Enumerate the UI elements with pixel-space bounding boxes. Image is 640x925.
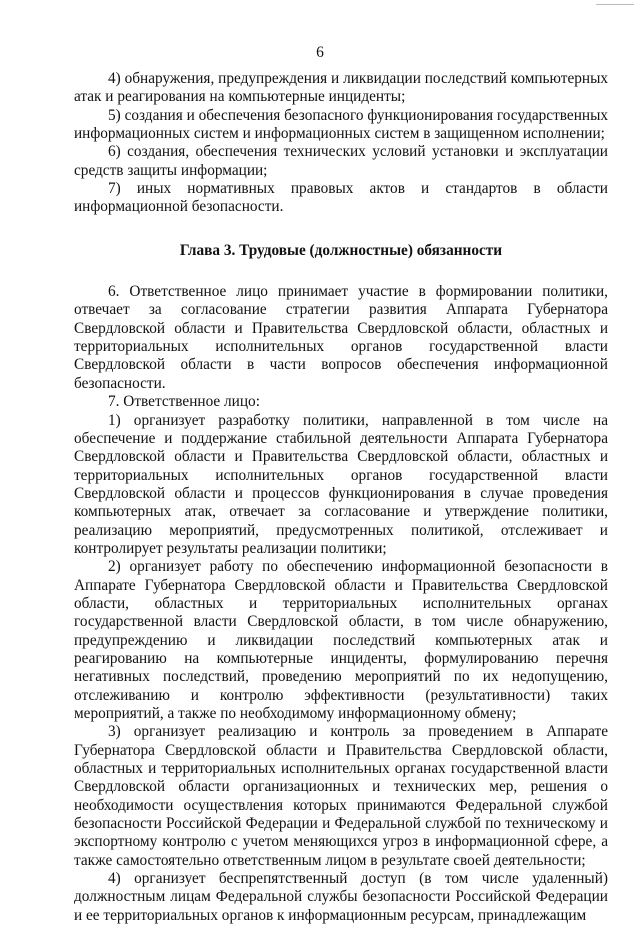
document-body — [74, 70, 608, 925]
list-item-6: 6) создания, обеспечения технических условий установки и эксплуатации средств защиты информации; — [74, 143, 608, 179]
chapter-title: Глава 3. Трудовые (должностные) обязанности — [179, 241, 503, 259]
clause-7-item-4: 4) организует беспрепятственный доступ (в том числе удаленный) должностным лицам Федеральной службы безопасности Российской Федерации и ее территориальных органов к информационным ресурсам, принадлежащим — [74, 870, 608, 924]
list-item-7: 7) иных нормативных правовых актов и стандартов в области информационной безопасности. — [74, 180, 608, 216]
clause-7-item-2: 2) организует работу по обеспечению информационной безопасности в Аппарате Губернатора Свердловской области и Правительства Свердловской области, областных и территориальных исполнительных органах государственной власти Свердловской области, в том числе обнаружению, предупреждению и ликвидации последствий компьютерных атак и реагированию на компьютерные инциденты, формулированию перечня негативных последствий, проведению мероприятий по их недопущению, отслеживанию и контролю эффективности (результативности) таких мероприятий, а также по необходимому информационному обмену; — [74, 558, 608, 722]
scan-mark — [596, 4, 634, 5]
list-item-4: 4) обнаружения, предупреждения и ликвидации последствий компьютерных атак и реагирования на компьютерные инциденты; — [74, 70, 608, 106]
page-number: 6 — [316, 44, 324, 61]
clause-7-item-1: 1) организует разработку политики, направленной в том числе на обеспечение и поддержание стабильной деятельности Аппарата Губернатора Свердловской области и Правительства Свердловской области, областных и территориальных исполнительных органов государственной власти Свердловской области и процессов функционирования в случае проведения компьютерных атак, отвечает за согласование и утверждение политики, реализацию мероприятий, предусмотренных политикой, отслеживает и контролирует результаты реализации политики; — [74, 411, 608, 557]
list-item-5: 5) создания и обеспечения безопасного функционирования государственных информационных систем и информационных систем в защищенном исполнении; — [74, 106, 608, 143]
clause-7-item-3: 3) организует реализацию и контроль за проведением в Аппарате Губернатора Свердловской области и Правительства Свердловской области, областных и территориальных исполнительных органах государственной власти Свердловской области организационных и технических мер, решения о необходимости осуществления которых принимаются Федеральной службой безопасности Российской Федерации и Федеральной службой по техническому и экспортному контролю с учетом меняющихся угроз в информационной сфере, а также самостоятельно ответственным лицом в результате своей деятельности; — [74, 723, 608, 869]
clause-7-heading: 7. Ответственное лицо: — [108, 393, 260, 411]
clause-6: 6. Ответственное лицо принимает участие в формировании политики, отвечает за согласование стратегии развития Аппарата Губернатора Свердловской области и Правительства Свердловской области, областных и территориальных исполнительных органов государственной власти Свердловской области в части вопросов обеспечения информационной безопасности. — [74, 283, 608, 392]
